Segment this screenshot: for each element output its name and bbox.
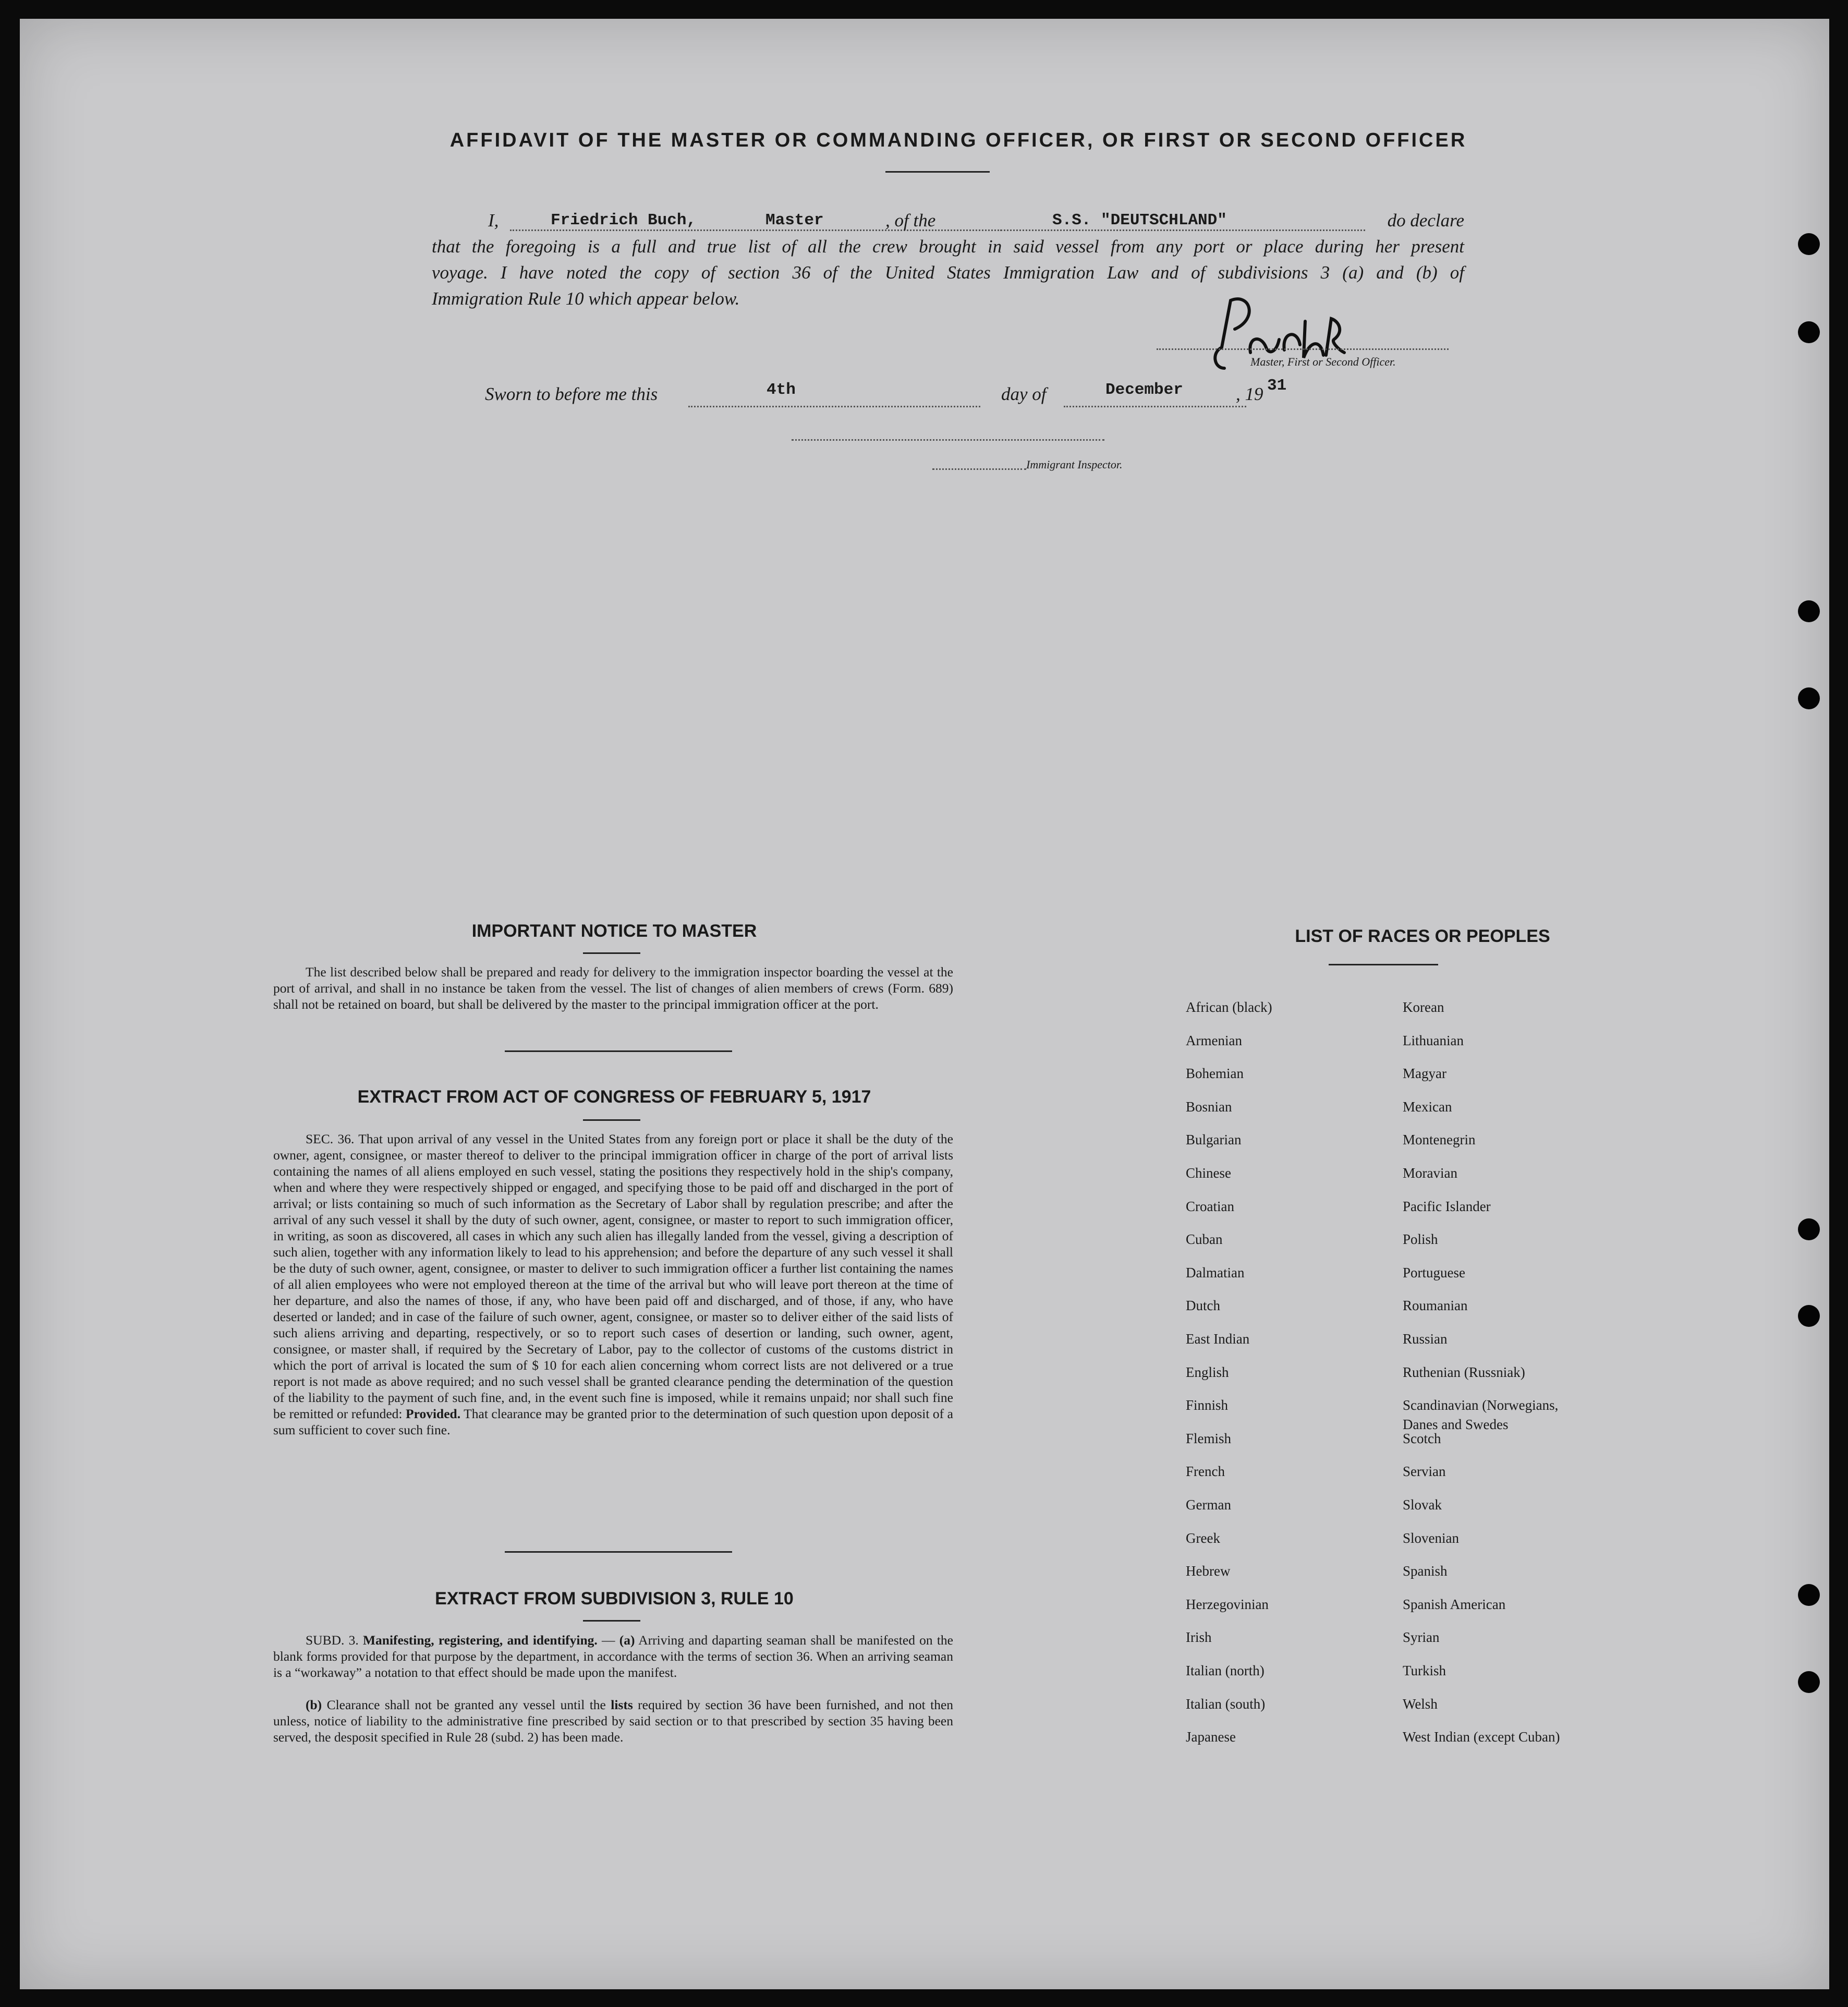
race-item: Cuban — [1186, 1231, 1223, 1248]
act-provided: Provided. — [406, 1406, 461, 1421]
clause-b-lists: lists — [611, 1697, 633, 1712]
act-text: SEC. 36. That upon arrival of any vessel in the United States from any foreign port or place it shall be the duty of the owner, agent, consignee, or master thereof to deliver to the principal immigration officer in charge of the port of arrival lists containing the names of all aliens employed en such vessel, stating the positions they respectively hold in the ship's company, when and where they were respectively shipped or engaged, and specifying those to be paid off and discharged in the port of arrival; or lists containing so much of such information as the Secretary of Labor shall by regulation prescribe; and after the arrival of any such vessel it shall by the duty of such owner, agent, consignee, or master to report to such immigration officer, in writing, as soon as discovered, all cases in which any such alien has illegally landed from the vessel, giving a description of such alien, together with any information likely to lead to his apprehension; and before the departure of any such vessel it shall be the duty of such owner, agent, consignee, or master to deliver to such immigration officer a further list containing the names of all alien employees who were not employed thereon at the time of the arrival but who will leave port thereon at the time of her departure, and also the names of those, if any, who have been paid off and discharged, and of those, if any, who have deserted or landed; and in case of the failure of such owner, agent, consignee, or master so to deliver either of the said lists of such aliens arriving and departing, respectively, or so to report such cases of desertion or landing, such owner, agent, consignee, or master shall, if required by the Secretary of Labor, pay to the collector of customs of the customs district in which the port of arrival is located the sum of $ 10 for each alien concerning whom correct lists are not delivered or a true report is not made as above required; and no such vessel shall be granted clearance pending the determination of the question of the liability to the payment of such fine, and, in the event such fine is imposed, while it remains unpaid; nor shall such fine be remitted or refunded: — [273, 1131, 953, 1421]
punch-hole — [1798, 1584, 1820, 1606]
of-the-label: , of the — [885, 210, 936, 231]
race-item: Spanish American — [1403, 1596, 1506, 1612]
signer-label: Master, First or Second Officer. — [1250, 355, 1396, 368]
year-prefix: , 19 — [1236, 384, 1263, 404]
punch-hole — [1798, 687, 1820, 709]
punch-hole — [1798, 600, 1820, 622]
clause-b-text: required by section 36 have been furnished, and not then unless, notice of liability to the administrative fine prescribed by said section or to that prescribed by section 35 having been served, the desposit specified in Rule 28 (subd. 2) has been made. — [273, 1697, 954, 1745]
inspector-signature-line — [792, 439, 1104, 441]
race-item: West Indian (except Cuban) — [1403, 1729, 1560, 1745]
declaration-line: Immigration Rule 10 which appear below. — [432, 288, 740, 309]
race-item: Japanese — [1186, 1729, 1236, 1745]
signature-line — [1157, 348, 1449, 350]
sworn-year: 31 — [1267, 377, 1287, 395]
race-item: Italian (south) — [1186, 1696, 1266, 1712]
race-item: Irish — [1186, 1629, 1212, 1646]
race-item: Bosnian — [1186, 1098, 1232, 1115]
race-item: Slovak — [1403, 1497, 1442, 1513]
race-item: East Indian — [1186, 1331, 1250, 1347]
day-field-line — [688, 406, 980, 407]
race-item: Lithuanian — [1403, 1032, 1464, 1048]
race-item: Polish — [1403, 1231, 1438, 1248]
act-body — [273, 1131, 953, 1438]
clause-a-text: Arriving and daparting seaman shall be manifested on the blank forms provided for that purpose by the department, in accordance with the terms of section 36. When an arriving seaman is a “workaway” a notation to that effect should be made upon the manifest. — [273, 1633, 954, 1680]
pronoun-label: I, — [488, 210, 499, 231]
section-divider — [505, 1551, 732, 1553]
race-item: Turkish — [1403, 1663, 1446, 1678]
punch-hole — [1798, 233, 1820, 255]
rule10-subd-b — [273, 1697, 953, 1745]
race-item: Scotch — [1403, 1430, 1441, 1446]
sworn-label: Sworn to before me this — [485, 384, 658, 404]
race-item-continuation: Danes and Swedes — [1403, 1417, 1509, 1432]
race-item: German — [1186, 1497, 1231, 1513]
races-underline — [1329, 964, 1438, 965]
race-item: Dalmatian — [1186, 1264, 1245, 1280]
rule10-subd-a: SUBD. 3. Manifesting, registering, and identifying. — (a) Arriving and daparting seaman shall be manifested on the blank forms provided for that purpose by the department, in accordance with the terms of section 36. When an arriving seaman is a “workaway” a notation to that effect should be made upon the manifest. — [273, 1633, 954, 1680]
race-item: African (black) — [1186, 999, 1272, 1015]
punch-hole — [1798, 1218, 1820, 1240]
subd-label: SUBD. 3. — [306, 1633, 359, 1648]
punch-hole — [1798, 1671, 1820, 1693]
race-item: Montenegrin — [1403, 1132, 1476, 1148]
race-item: Roumanian — [1403, 1298, 1468, 1314]
race-item: French — [1186, 1464, 1225, 1480]
race-item: Mexican — [1403, 1098, 1452, 1115]
race-item: Moravian — [1403, 1165, 1457, 1181]
race-item: Flemish — [1186, 1430, 1232, 1446]
race-item: Scandinavian (Norwegians, — [1403, 1397, 1559, 1413]
race-item: Korean — [1403, 999, 1444, 1015]
master-name: Friedrich Buch, — [551, 211, 697, 229]
race-item: Greek — [1186, 1530, 1220, 1546]
punch-hole — [1798, 1305, 1820, 1327]
notice-body: The list described below shall be prepared and ready for delivery to the immigration inspector boarding the vessel at the port of arrival, and shall in no instance be taken from the vessel. The list of changes of alien members of crews (Form. 689) shall not be retained on board, but shall be delivered by the master to the principal immigration officer at the port. — [273, 964, 953, 1012]
sworn-day: 4th — [767, 381, 796, 399]
signature — [1193, 290, 1349, 384]
race-item: Pacific Islander — [1403, 1198, 1491, 1214]
declare-label: do declare — [1387, 210, 1464, 231]
clause-b-label: (b) — [306, 1697, 322, 1712]
race-item: Croatian — [1186, 1198, 1234, 1214]
rule10-underline — [583, 1620, 640, 1622]
race-item: Bohemian — [1186, 1066, 1244, 1082]
race-item: Armenian — [1186, 1032, 1242, 1048]
races-title: LIST OF RACES OR PEOPLES — [1295, 926, 1550, 946]
sworn-month: December — [1105, 381, 1183, 399]
race-item: Russian — [1403, 1331, 1448, 1347]
race-item: Italian (north) — [1186, 1663, 1265, 1678]
race-item: Ruthenian (Russniak) — [1403, 1364, 1525, 1380]
race-item: English — [1186, 1364, 1229, 1380]
vessel-name: S.S. "DEUTSCHLAND" — [1052, 211, 1227, 229]
race-item: Hebrew — [1186, 1563, 1231, 1579]
declaration-line: voyage. I have noted the copy of section 36 of the United States Immigration Law and of subdivisions 3 (a) and (b) of — [432, 262, 1464, 283]
race-item: Finnish — [1186, 1397, 1229, 1413]
rule10-title: EXTRACT FROM SUBDIVISION 3, RULE 10 — [435, 1589, 794, 1609]
day-of-label: day of — [1001, 384, 1047, 404]
race-item: Slovenian — [1403, 1530, 1459, 1546]
punch-hole — [1798, 321, 1820, 343]
subd-title: Manifesting, registering, and identifying. — [362, 1633, 598, 1648]
act-underline — [583, 1119, 640, 1121]
manifest-page — [20, 19, 1829, 1989]
act-title: EXTRACT FROM ACT OF CONGRESS OF FEBRUARY 5, 1917 — [357, 1087, 871, 1107]
race-item: Servian — [1403, 1464, 1446, 1480]
sworn-line — [485, 377, 1319, 415]
declaration-line: that the foregoing is a full and true list of all the crew brought in said vessel from any port or place during her present — [432, 236, 1464, 257]
race-item: Portuguese — [1403, 1264, 1465, 1280]
race-item: Magyar — [1403, 1066, 1446, 1082]
act-tail: That clearance may be granted prior to the determination of such question upon deposit of a sum sufficient to cover such fine. — [273, 1406, 954, 1437]
section-divider — [505, 1050, 732, 1052]
master-rank: Master — [765, 211, 824, 229]
clause-b-text: Clearance shall not be granted any vessel until the — [326, 1697, 606, 1712]
title-underline — [885, 171, 990, 173]
race-item: Syrian — [1403, 1629, 1440, 1646]
affidavit-title: AFFIDAVIT OF THE MASTER OR COMMANDING OFFICER, OR FIRST OR SECOND OFFICER — [449, 129, 1467, 151]
inspector-label-line — [932, 468, 1026, 470]
race-item: Welsh — [1403, 1696, 1438, 1712]
race-item: Bulgarian — [1186, 1132, 1242, 1148]
inspector-label: Immigrant Inspector. — [1026, 458, 1123, 471]
notice-underline — [583, 952, 640, 954]
race-item: Dutch — [1186, 1298, 1220, 1314]
notice-title: IMPORTANT NOTICE TO MASTER — [471, 921, 757, 941]
clause-a-label: (a) — [619, 1633, 635, 1648]
race-item: Spanish — [1403, 1563, 1448, 1579]
race-item: Chinese — [1186, 1165, 1231, 1181]
race-item: Herzegovinian — [1186, 1596, 1269, 1612]
month-field-line — [1064, 406, 1246, 407]
